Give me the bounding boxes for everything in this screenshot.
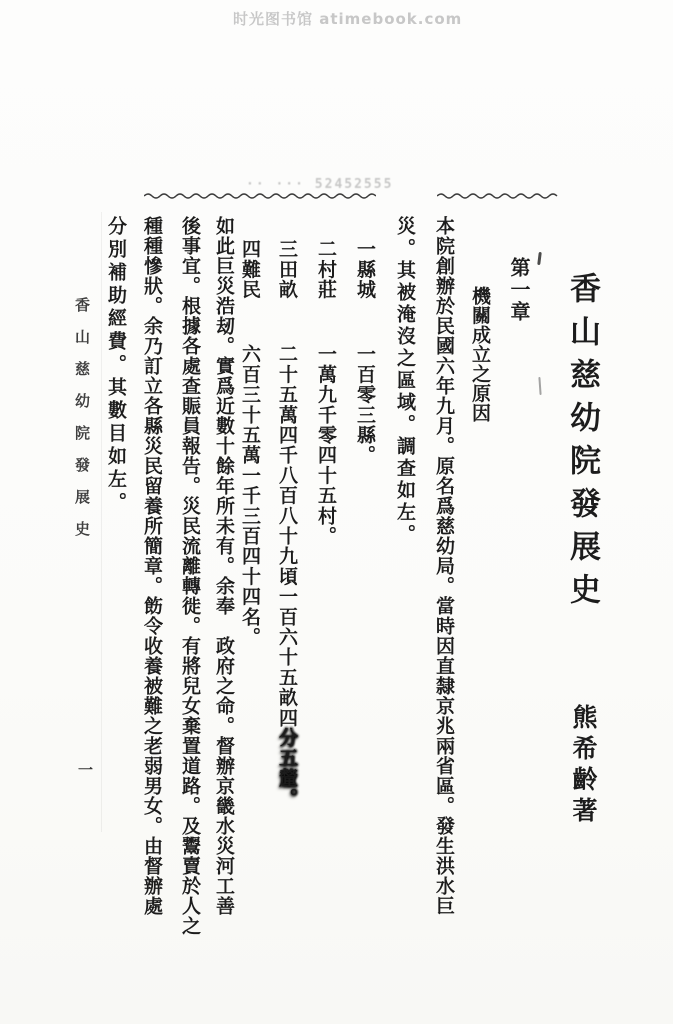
paragraph2-column-3: 種種慘狀。余乃訂立各縣災民留養所簡章。飭令收養被難之老弱男女。由督辦處 [141,216,163,916]
margin-running-title: 香山慈幼院發展史 [73,297,91,553]
ink-speck [537,252,542,265]
paragraph2-column-4: 分別補助經費。其數目如左。 [105,216,127,515]
page-number: 一 [76,762,94,777]
list-item-value: 六百三十五萬一千三百四十四名。 [239,343,261,647]
library-watermark: 时光图书馆 atimebook.com [233,10,463,28]
paragraph2-column-1: 如此巨災浩刼。實爲近數十餘年所未有。余奉 政府之命。督辦京畿水災河工善 [213,216,235,916]
scan-show-through-artifact: ·· ··· 52452555 [246,177,394,192]
book-title: 香山慈幼院發展史 [564,272,600,616]
paragraph2-column-2: 後事宜。根據各處查賑員報告。災民流離轉徙。有將兒女棄置道路。及鬻賣於人之 [179,216,201,936]
paragraph1-column-2: 災。其被淹沒之區域。調查如左。 [394,216,416,546]
list-item-label: 二村莊 [315,239,337,300]
list-item-label: 三田畝 [276,239,298,300]
list-item-value: 一百零三縣。 [354,343,376,465]
wavy-rule-left [144,191,376,199]
flood-list-item-farmland [277,239,296,808]
list-item-label: 一縣城 [354,239,376,300]
list-item-value: 一萬九千零四十五村。 [315,343,337,546]
chapter-number: 第一章 [507,257,531,323]
ink-speck [538,377,541,395]
flood-list-item-villages [316,239,335,546]
page-fold-line [101,212,102,832]
author-name: 熊希齡著 [569,704,598,828]
list-item-label: 四難民 [239,239,261,300]
list-item-value: 二十五萬四千八百八十九頃一百六十五畝四 [276,343,298,728]
ink-smudged-text: 分五釐。 [276,727,298,809]
paragraph1-column-1: 本院創辦於民國六年九月。原名爲慈幼局。當時因直隸京兆兩省區。發生洪水巨 [433,216,455,916]
wavy-rule-right [437,191,559,199]
flood-list-item-refugees [240,239,259,647]
flood-list-item-counties [355,239,374,465]
section-heading: 機關成立之原因 [469,286,491,423]
